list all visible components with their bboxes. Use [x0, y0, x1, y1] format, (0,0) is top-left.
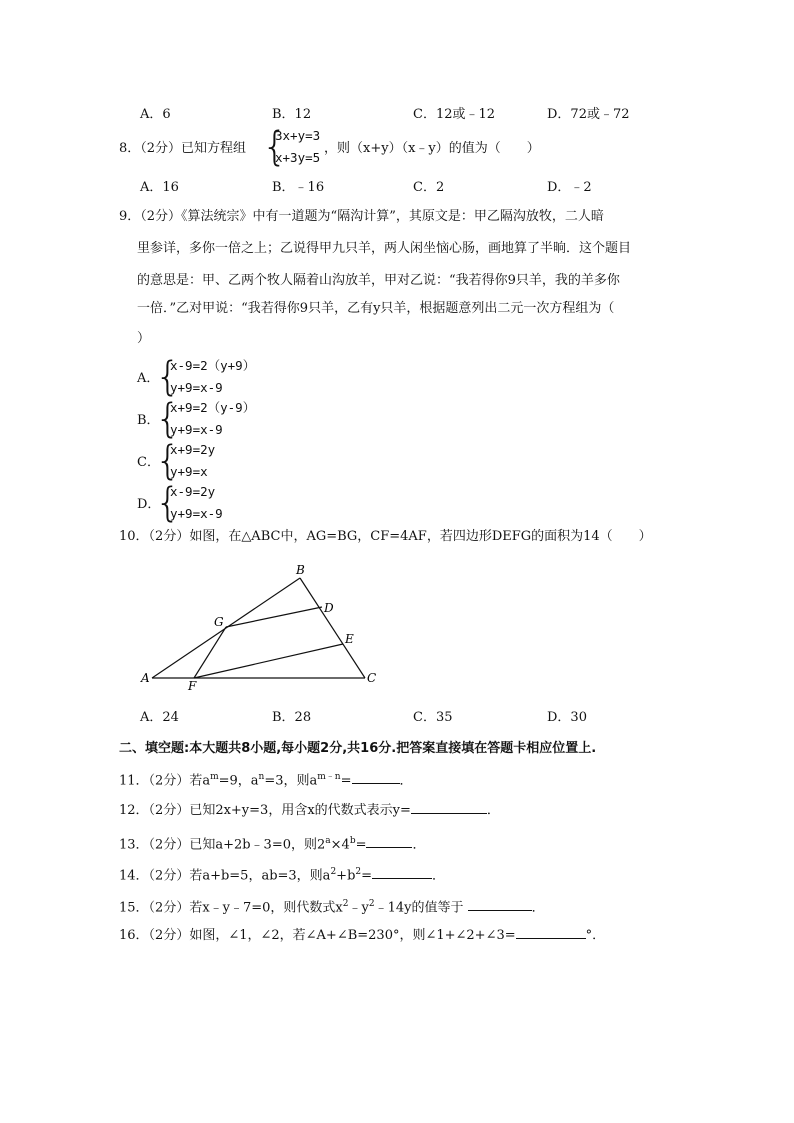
- q10-option-d: D．30: [547, 710, 587, 725]
- q14: 14．（2分）若a+b=5，ab=3，则$a^2+b^2=$ ．: [119, 861, 445, 887]
- q10-option-b: B．28: [272, 710, 312, 725]
- q9-option-b-eq2: y+9=x-9: [170, 422, 223, 437]
- label-a: A: [141, 671, 150, 685]
- q9-line-4: 一倍．”乙对甲说：“我若得你9只羊，乙有y只羊，根据题意列出二元一次方程组为（: [137, 301, 615, 316]
- segment-ab: [152, 578, 300, 678]
- q9-line-3: 的意思是：甲、乙两个牧人隔着山沟放羊，甲对乙说：“我若得你9只羊，我的羊多你: [137, 273, 620, 288]
- q9-option-d-label: D．: [137, 497, 161, 512]
- q9-option-d-eq1: x-9=2y: [170, 484, 216, 499]
- q8-suffix: ，则（x+y）（x﹣y）的值为（ ）: [324, 141, 540, 156]
- q8-eq2: x+3y=5: [275, 150, 321, 165]
- q10-option-a: A．24: [140, 710, 179, 725]
- q9-line-5: ）: [137, 331, 151, 346]
- q8-prefix: 8．（2分）已知方程组: [119, 141, 247, 156]
- section-2-heading: 二、填空题:本大题共8小题,每小题2分,共16分.把答案直接填在答题卡相应位置上.: [119, 741, 597, 756]
- segment-bc: [300, 578, 365, 678]
- q9-line-1: 9．（2分）《算法统宗》中有一道题为“隔沟计算”，其原文是：甲乙隔沟放牧，二人暗: [119, 209, 604, 224]
- q9-option-b-label: B．: [137, 413, 160, 428]
- q8-option-b: B．﹣16: [272, 180, 325, 195]
- q11: 11．（2分）若$a^m=9$，$a^n=3$，则$a^{m﹣n}=$ ．: [119, 766, 413, 792]
- q8-eq1: 3x+y=3: [275, 128, 321, 143]
- q10-text: 10．（2分）如图，在△ABC中，AG=BG，CF=4AF，若四边形DEFG的面积为14（ ）: [119, 529, 652, 544]
- q9-option-a-brace: {: [155, 354, 181, 400]
- q7-option-a: A．6: [140, 107, 171, 122]
- q16: 16．（2分）如图，∠1，∠2，若∠A+∠B=230°，则∠1+∠2+∠3= °．: [119, 924, 605, 947]
- label-e: E: [345, 632, 354, 646]
- q15: 15．（2分）若x﹣y﹣7=0，则代数式$x^2﹣y^2﹣14y$的值等于 ．: [119, 893, 545, 919]
- segment-gf: [194, 627, 226, 678]
- q12: 12．（2分）已知2x+y=3，用含x的代数式表示y= ．: [119, 799, 500, 822]
- q9-option-d-eq2: y+9=x-9: [170, 506, 223, 521]
- q15-answer-blank[interactable]: [468, 896, 532, 911]
- q9-option-c-brace: {: [155, 438, 181, 484]
- q7-option-d: D．72或﹣72: [547, 107, 630, 122]
- q8-option-d: D．﹣2: [547, 180, 592, 195]
- q13: 13．（2分）已知a+2b﹣3=0，则$2^a\times 4^b=$ ．: [119, 830, 426, 856]
- q9-option-a-label: A．: [137, 371, 160, 386]
- label-c: C: [367, 671, 377, 685]
- segment-gd: [226, 607, 322, 627]
- q9-option-c-eq1: x+9=2y: [170, 442, 216, 457]
- q9-option-c-eq2: y+9=x: [170, 464, 208, 479]
- q9-option-c-label: C．: [137, 455, 160, 470]
- q9-line-2: 里参详，多你一倍之上；乙说得甲九只羊，两人闲坐恼心肠，画地算了半晌．这个题目: [137, 241, 632, 256]
- q8-option-c: C．2: [413, 180, 445, 195]
- q7-option-c: C．12或﹣12: [413, 107, 496, 122]
- label-b: B: [296, 563, 305, 577]
- q7-option-b: B．12: [272, 107, 312, 122]
- label-f: F: [188, 679, 197, 693]
- segment-fe: [194, 644, 343, 678]
- q13-answer-blank[interactable]: [366, 833, 412, 848]
- label-g: G: [214, 615, 224, 629]
- q9-option-d-brace: {: [155, 480, 181, 526]
- q16-answer-blank[interactable]: [516, 924, 586, 939]
- q9-option-a-eq1: x-9=2（y+9）: [170, 358, 256, 373]
- q9-option-a-eq2: y+9=x-9: [170, 380, 223, 395]
- q10-option-c: C．35: [413, 710, 453, 725]
- q14-answer-blank[interactable]: [372, 864, 432, 879]
- q11-answer-blank[interactable]: [352, 769, 400, 784]
- q9-option-b-eq1: x+9=2（y-9）: [170, 400, 256, 415]
- q9-option-b-brace: {: [155, 396, 181, 442]
- label-d: D: [324, 601, 334, 615]
- q8-brace: {: [262, 124, 288, 170]
- q12-answer-blank[interactable]: [411, 799, 487, 814]
- q8-option-a: A．16: [140, 180, 179, 195]
